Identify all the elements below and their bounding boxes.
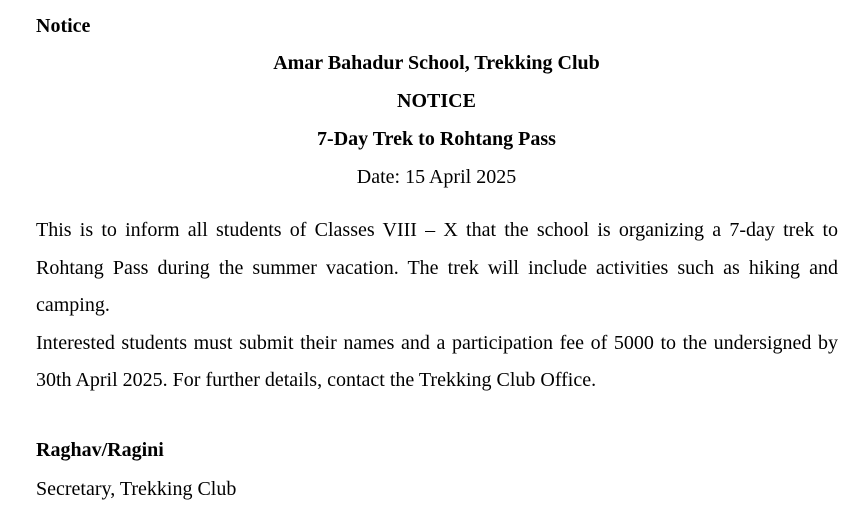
notice-date: Date: 15 April 2025 (356, 166, 517, 188)
notice-body (36, 212, 838, 400)
notice-subject: 7-Day Trek to Rohtang Pass (317, 128, 556, 150)
body-paragraph-1: This is to inform all students of Classes VIII – X that the school is organizing a 7-day trek to Rohtang Pass during the summer vacation. The trek will include activities such as hiking and camping. (36, 219, 838, 316)
notice-title: NOTICE (397, 90, 476, 112)
notice-header (36, 50, 837, 202)
notice-label: Notice (36, 15, 91, 37)
signatory-title: Secretary, Trekking Club (36, 478, 237, 500)
body-paragraph-2: Interested students must submit their names and a participation fee of 5000 to the undersigned by 30th April 2025. For further details, contact the Trekking Club Office. (36, 331, 838, 391)
school-name: Amar Bahadur School, Trekking Club (273, 52, 600, 74)
signatory-name: Raghav/Ragini (36, 439, 164, 461)
